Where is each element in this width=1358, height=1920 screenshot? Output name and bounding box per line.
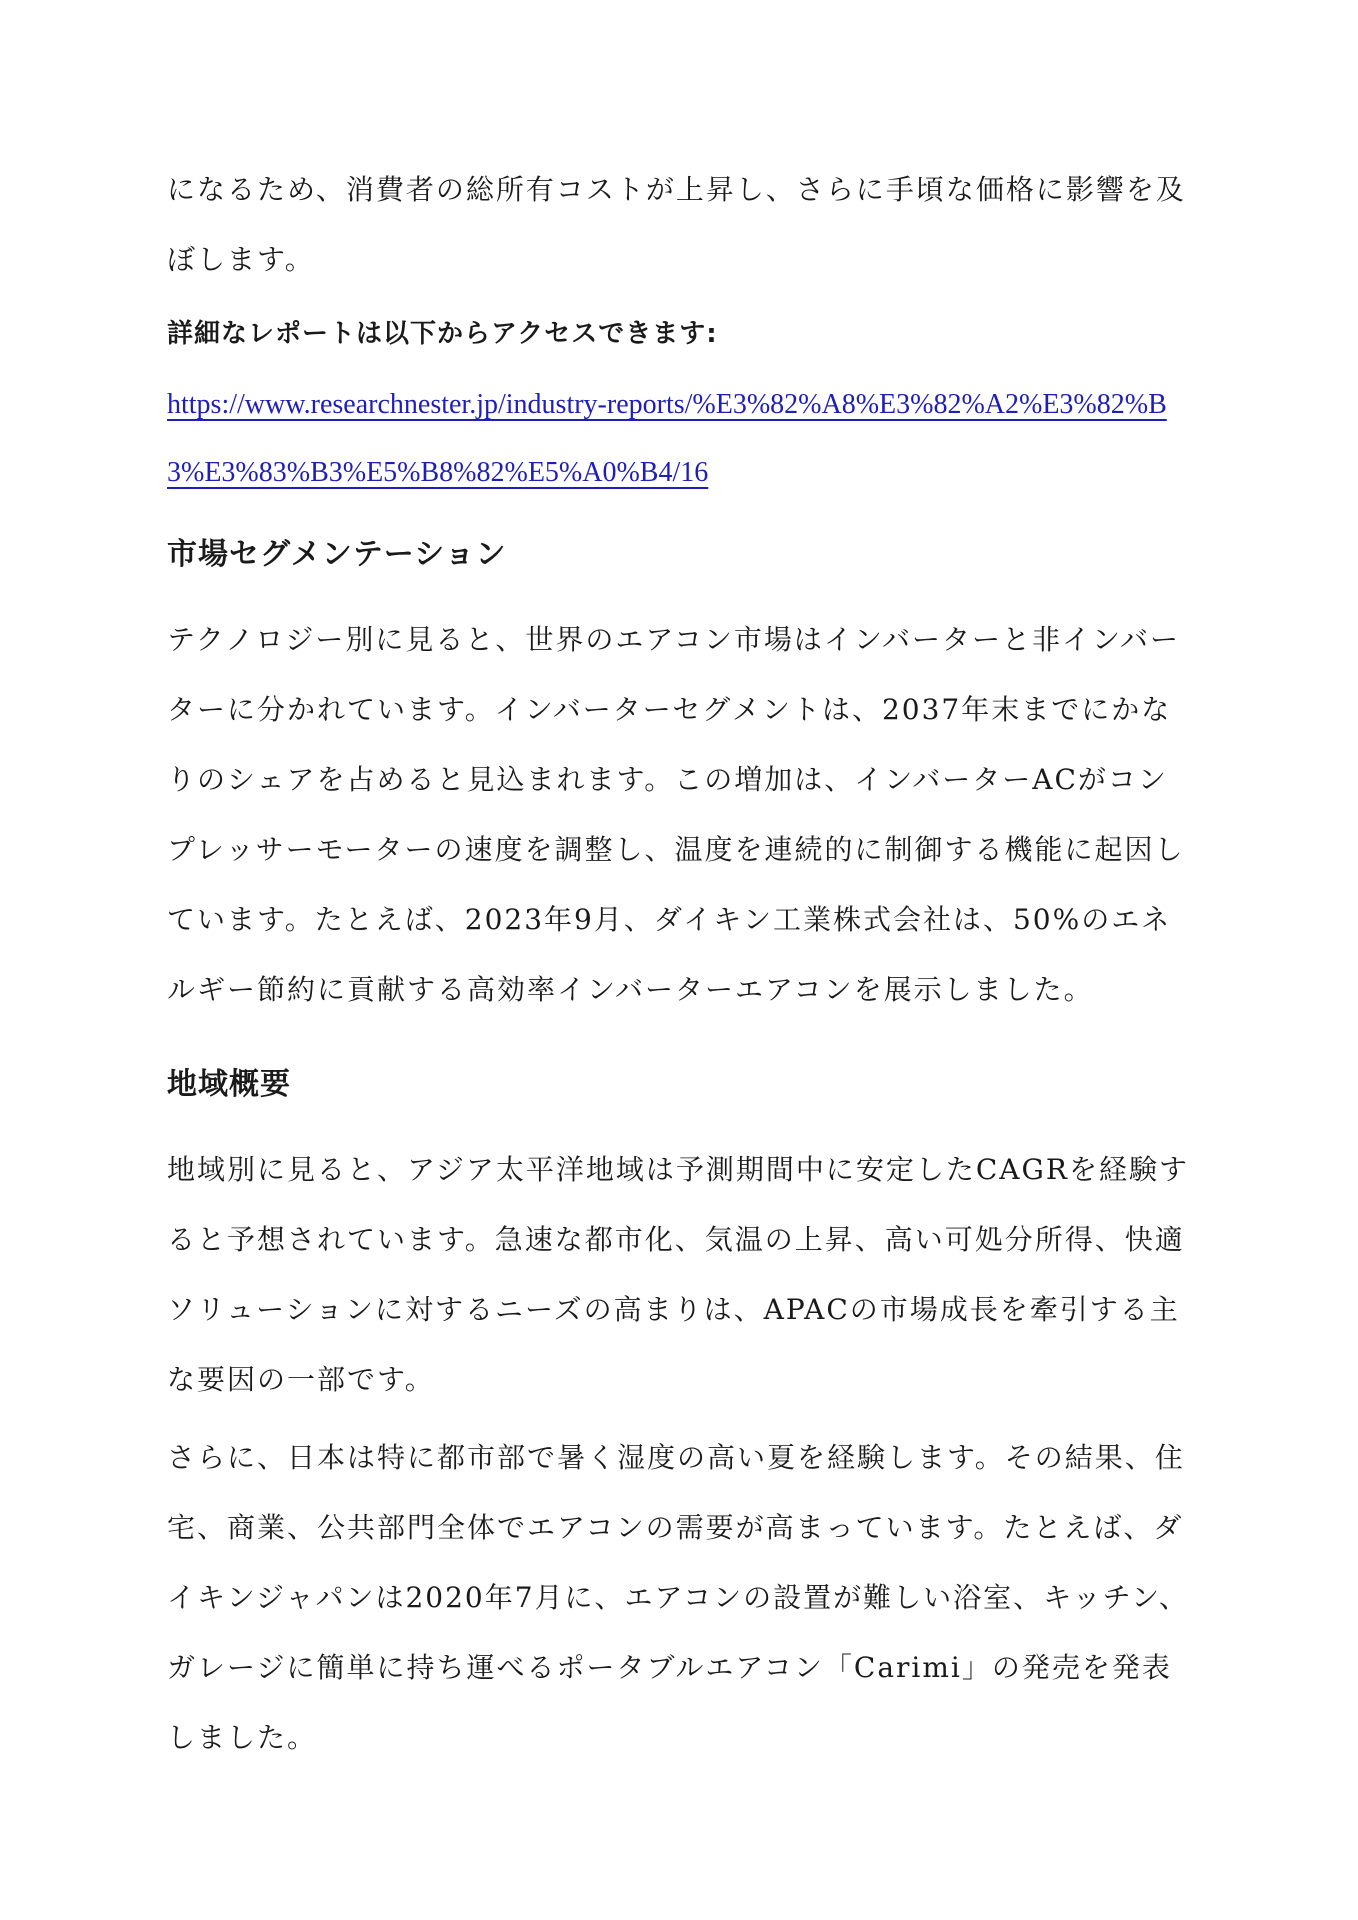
document-page: [167, 155, 1197, 1803]
report-link-block: [167, 371, 1197, 507]
regional-heading: 地域概要: [167, 1067, 291, 1102]
segmentation-section: [167, 525, 1197, 1025]
segmentation-heading: 市場セグメンテーション: [167, 537, 507, 572]
segmentation-paragraph: テクノロジー別に見ると、世界のエアコン市場はインバーターと非インバーターに分かれています。インバーターセグメントは、2037年末までにかなりのシェアを占めると見込まれます。この増加は、インバーターACがコンプレッサーモーターの速度を調整し、温度を連続的に制御する機能に起因しています。たとえば、2023年9月、ダイキン工業株式会社は、50%のエネルギー節約に貢献する高効率インバーターエアコンを展示しました。: [167, 623, 1185, 1006]
regional-paragraph-2: さらに、日本は特に都市部で暑く湿度の高い夏を経験します。その結果、住宅、商業、公共部門全体でエアコンの需要が高まっています。たとえば、ダイキンジャパンは2020年7月に、エアコンの設置が難しい浴室、キッチン、ガレージに簡単に持ち運べるポータブルエアコン「Carimi」の発売を発表しました。: [167, 1441, 1189, 1754]
intro-paragraph: になるため、消費者の総所有コストが上昇し、さらに手頃な価格に影響を及ぼします。: [167, 173, 1186, 276]
regional-paragraph-1: 地域別に見ると、アジア太平洋地域は予測期間中に安定したCAGRを経験すると予想されています。急速な都市化、気温の上昇、高い可処分所得、快適ソリューションに対するニーズの高まりは、APACの市場成長を牽引する主な要因の一部です。: [167, 1153, 1189, 1396]
report-link[interactable]: https://www.researchnester.jp/industry-reports/%E3%82%A8%E3%82%A2%E3%82%B3%E3%83%B3%E5%B8%82%E5%A0%B4/16: [167, 389, 1167, 488]
report-access-label: 詳細なレポートは以下からアクセスできます:: [167, 319, 718, 349]
regional-section: [167, 1055, 1197, 1773]
